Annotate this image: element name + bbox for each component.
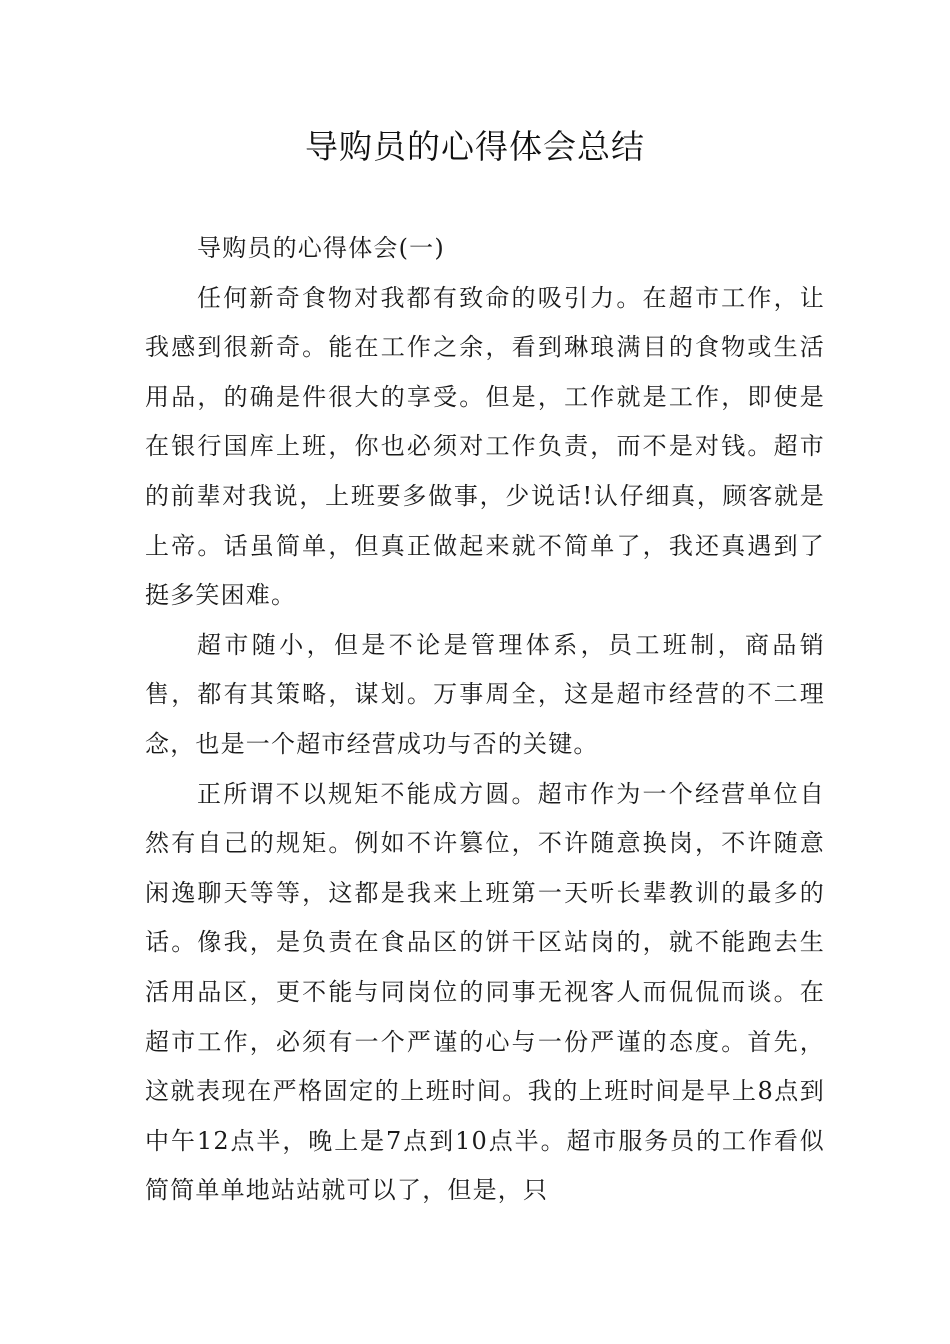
paragraph-1: 任何新奇食物对我都有致命的吸引力。在超市工作，让我感到很新奇。能在工作之余，看到琳琅满目的食物或生活用品，的确是件很大的享受。但是，工作就是工作，即使是在银行国库上班，你也必须对工作负责，而不是对钱。超市的前辈对我说，上班要多做事，少说话!认仔细真，顾客就是上帝。话虽简单，但真正做起来就不简单了，我还真遇到了挺多笑困难。 — [145, 283, 825, 610]
paragraph-2: 超市随小，但是不论是管理体系，员工班制，商品销售，都有其策略，谋划。万事周全，这是超市经营的不二理念，也是一个超市经营成功与否的关键。 — [145, 630, 825, 758]
document-body — [145, 224, 825, 1216]
paragraph-3: 正所谓不以规矩不能成方圆。超市作为一个经营单位自然有自己的规矩。例如不许篡位，不许随意换岗，不许随意闲逸聊天等等，这都是我来上班第一天听长辈教训的最多的话。像我，是负责在食品区的饼干区站岗的，就不能跑去生活用品区，更不能与同岗位的同事无视客人而侃侃而谈。在超市工作，必须有一个严谨的心与一份严谨的态度。首先，这就表现在严格固定的上班时间。我的上班时间是早上8点到中午12点半，晚上是7点到10点半。超市服务员的工作看似简简单单地站站就可以了，但是，只 — [145, 779, 825, 1205]
section-heading: 导购员的心得体会(一) — [197, 234, 445, 262]
document-title: 导购员的心得体会总结 — [305, 127, 645, 166]
